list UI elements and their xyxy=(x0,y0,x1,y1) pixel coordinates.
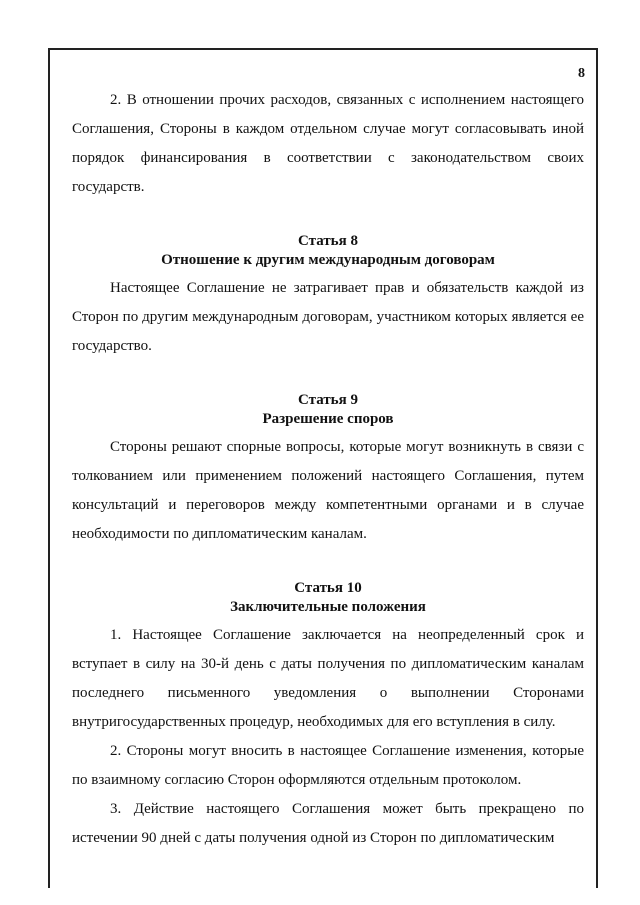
article-paragraph: Настоящее Соглашение не затрагивает прав и обязательств каждой из Сторон по другим международным договорам, участником которых является ее государство. xyxy=(72,280,584,354)
article-spacer xyxy=(72,361,584,391)
article-heading: Отношение к другим международным договорам xyxy=(161,252,495,268)
article-spacer xyxy=(72,202,584,232)
article-10 xyxy=(72,579,584,853)
article-number: Статья 10 xyxy=(294,580,362,596)
article-number: Статья 9 xyxy=(298,392,358,408)
article-spacer xyxy=(72,549,584,579)
article-paragraph: 1. Настоящее Соглашение заключается на неопределенный срок и вступает в силу на 30-й день с даты получения по дипломатическим каналам последнего письменного уведомления о выполнении Сторонами внутригосударственных процедур, необходимых для его вступления в силу. xyxy=(72,627,584,730)
article-heading: Разрешение споров xyxy=(262,411,394,427)
article-heading: Заключительные положения xyxy=(230,599,426,615)
article-number: Статья 8 xyxy=(298,233,358,249)
article-paragraph: Стороны решают спорные вопросы, которые могут возникнуть в связи с толкованием или применением положений настоящего Соглашения, путем консультаций и переговоров между компетентными органами и в случае необходимости по дипломатическим каналам. xyxy=(72,439,584,542)
page-number: 8 xyxy=(578,66,585,81)
article-paragraph: 3. Действие настоящего Соглашения может быть прекращено по истечении 90 дней с даты получения одной из Сторон по дипломатическим xyxy=(72,801,584,846)
intro-paragraph: 2. В отношении прочих расходов, связанных с исполнением настоящего Соглашения, Стороны в каждом отдельном случае могут согласовывать иной порядок финансирования в соответствии с законодательством своих государств. xyxy=(72,92,584,195)
document-body xyxy=(72,86,584,853)
article-8 xyxy=(72,232,584,361)
article-paragraph: 2. Стороны могут вносить в настоящее Соглашение изменения, которые по взаимному согласию Сторон оформляются отдельным протоколом. xyxy=(72,743,584,788)
article-9 xyxy=(72,391,584,549)
